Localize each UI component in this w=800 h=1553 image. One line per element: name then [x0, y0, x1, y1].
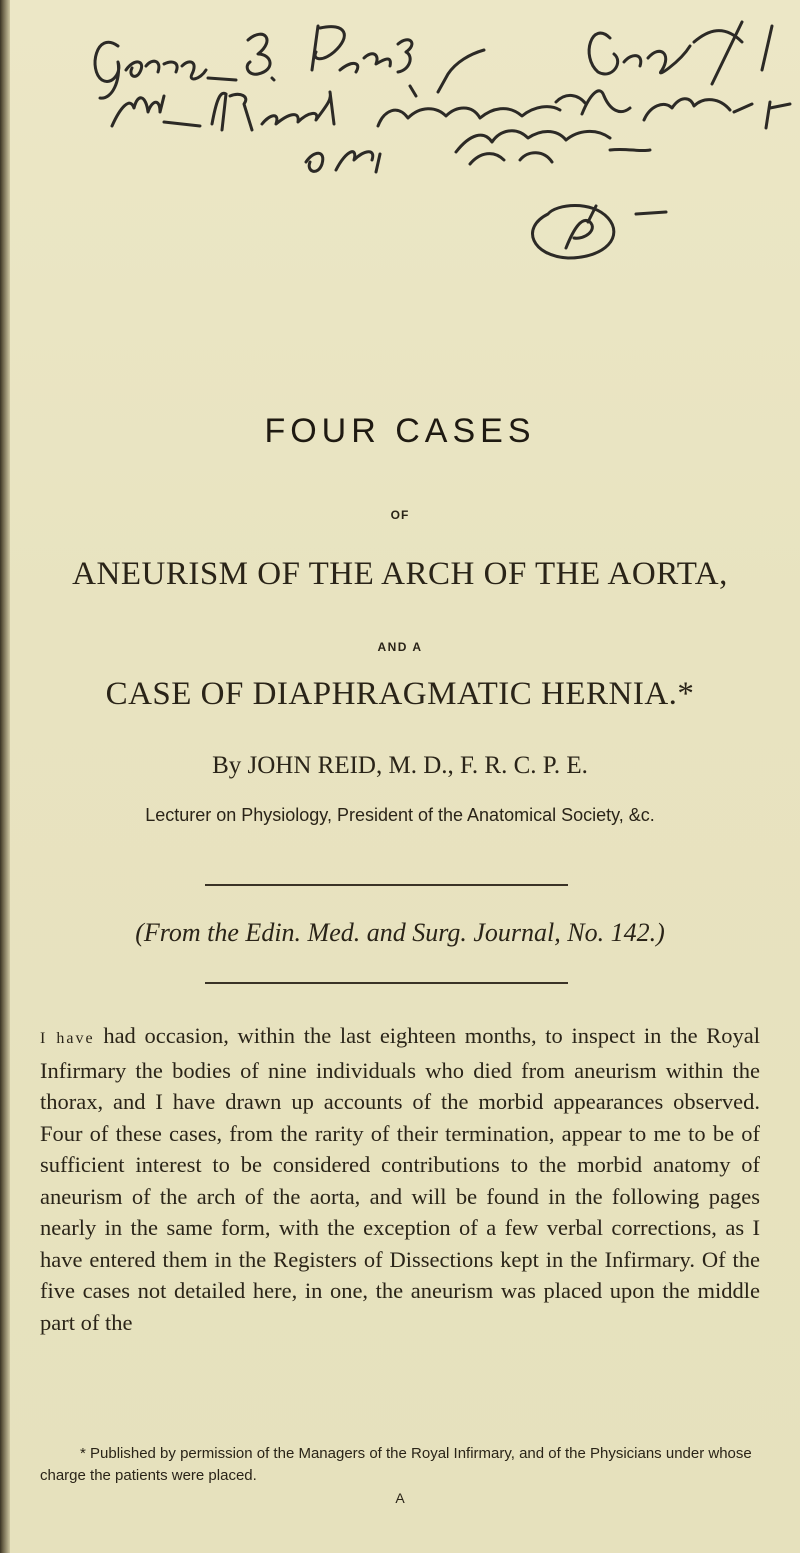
author-affiliation: Lecturer on Physiology, President of the Anatomical Society, &c.: [145, 805, 655, 825]
title-connector-of: OF: [390, 508, 410, 522]
footnote: * Published by permission of the Managers of the Royal Infirmary, and of the Physicians under whose charge the patients were placed.: [40, 1445, 752, 1484]
body-text: had occasion, within the last eighteen months, to inspect in the Royal Infirmary the bodies of nine individuals who died from aneurism within the thorax, and I have drawn up accounts of the morbid appearances observed. Four of these cases, from the rarity of their termination, appear to me to be of sufficient interest to be considered contributions to the morbid anatomy of aneurism of the arch of the aorta, and will be found in the following pages nearly in the same form, with the exception of a few verbal corrections, as I have entered them in the Registers of Dissections kept in the Infirmary. Of the five cases not detailed here, in one, the aneurism was placed upon the middle part of the: [40, 1023, 761, 1335]
author-by: By: [212, 752, 242, 779]
body-paragraph: [40, 1020, 760, 1338]
divider-top: [205, 884, 568, 886]
author-name: JOHN REID, M. D., F. R. C. P. E.: [247, 752, 588, 779]
body-opening-words: I have: [40, 1030, 95, 1047]
source-citation: (From the Edin. Med. and Surg. Journal, No. 142.): [135, 918, 665, 947]
handwritten-inscription: [0, 0, 800, 330]
title-subject-hernia: CASE OF DIAPHRAGMATIC HERNIA.*: [105, 676, 695, 712]
signature-mark: A: [395, 1490, 405, 1506]
divider-bottom: [205, 982, 568, 984]
title-main: FOUR CASES: [264, 412, 536, 450]
title-connector-and: AND A: [377, 640, 423, 654]
author-line: [0, 752, 800, 780]
title-subject-aneurism: ANEURISM OF THE ARCH OF THE AORTA,: [72, 556, 728, 592]
